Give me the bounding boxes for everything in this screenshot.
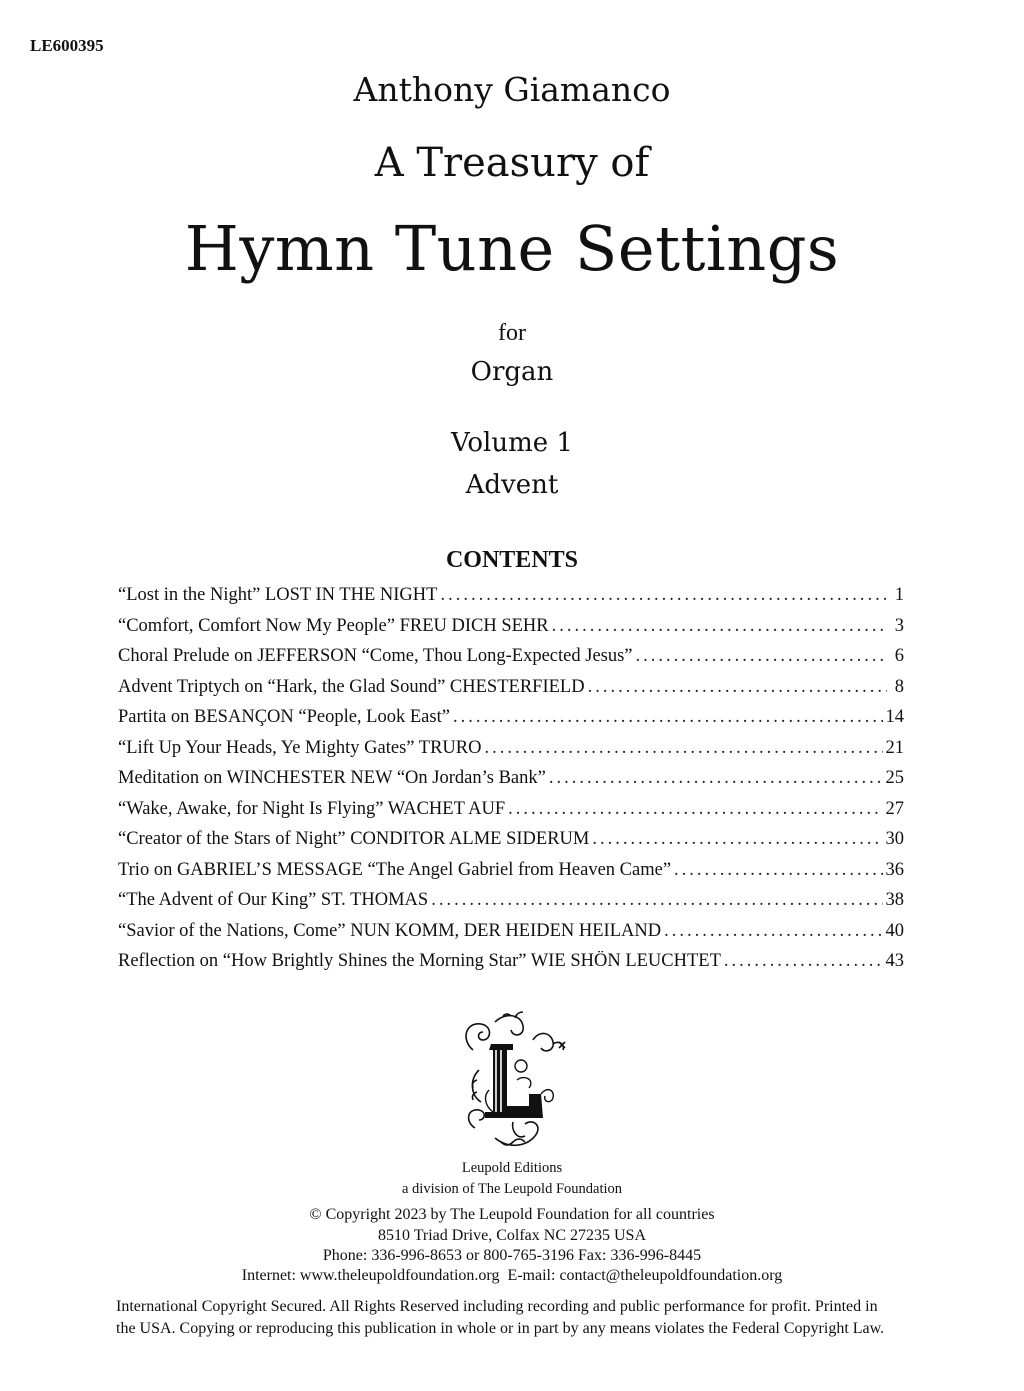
contents-heading: CONTENTS [445, 547, 579, 573]
contents-item-page: 1 [894, 585, 904, 605]
ornate-letter-l-logo-icon [455, 1010, 575, 1150]
dot-leader [724, 951, 883, 972]
publisher-division: a division of The Leupold Foundation [401, 1181, 623, 1197]
instrument: Organ [470, 357, 554, 387]
contents-item-title: “Wake, Awake, for Night Is Flying” WACHET AUF [118, 798, 506, 819]
contents-item-page: 8 [894, 676, 904, 697]
dot-leader [440, 585, 887, 606]
contents-item-title: Reflection on “How Brightly Shines the Morning Star” WIE SHÖN LEUCHTET [118, 951, 721, 971]
contents-item-page: 43 [885, 951, 904, 971]
copyright-notice: © Copyright 2023 by The Leupold Foundation for all countries [309, 1206, 715, 1223]
contents-item-title: Meditation on WINCHESTER NEW “On Jordan’s Bank” [118, 768, 546, 788]
dot-leader [636, 646, 887, 667]
contents-item-title: Choral Prelude on JEFFERSON “Come, Thou Long-Expected Jesus” [118, 646, 633, 666]
contents-item [118, 860, 904, 891]
publisher-address: 8510 Triad Drive, Colfax NC 27235 USA [377, 1227, 646, 1244]
contents-item-page: 30 [885, 829, 904, 849]
dot-leader [431, 890, 882, 911]
page-title: Hymn Tune Settings [184, 212, 840, 285]
contents-item-page: 25 [885, 768, 904, 788]
dot-leader [508, 799, 882, 820]
contents-item [118, 738, 904, 769]
contents-item-title: “Lost in the Night” LOST IN THE NIGHT [118, 585, 438, 605]
dot-leader [485, 738, 883, 759]
contents-item-title: “Lift Up Your Heads, Ye Mighty Gates” TRURO [118, 737, 482, 758]
contents-item-page: 14 [885, 707, 904, 727]
legal-notice-line-1: International Copyright Secured. All Rights Reserved including recording and public performance for profit. Printed in [116, 1298, 878, 1315]
contents-item [118, 799, 904, 830]
contents-item-title: “Savior of the Nations, Come” NUN KOMM, DER HEIDEN HEILAND [118, 920, 662, 941]
contents-item [118, 768, 904, 799]
contents-item-title: Trio on GABRIEL’S MESSAGE “The Angel Gabriel from Heaven Came” [118, 859, 672, 880]
contents-item-page: 21 [885, 737, 904, 758]
contents-item [118, 646, 904, 677]
contents-item-page: 36 [885, 859, 904, 880]
dot-leader [588, 677, 887, 698]
contents-item [118, 677, 904, 708]
volume-label: Volume 1 [451, 428, 573, 458]
contents-item-page: 6 [894, 646, 904, 666]
title-prefix: A Treasury of [374, 140, 650, 186]
contents-item [118, 585, 904, 616]
contents-item-page: 38 [885, 890, 904, 910]
contents-item [118, 890, 904, 921]
dot-leader [552, 616, 887, 637]
contents-item [118, 951, 904, 982]
contents-item [118, 829, 904, 860]
publisher-phone: Phone: 336-996-8653 or 800-765-3196 Fax: 336-996-8445 [322, 1247, 702, 1264]
catalog-number: LE600395 [30, 36, 104, 55]
contents-item [118, 616, 904, 647]
contents-item-page: 40 [885, 920, 904, 941]
dot-leader [453, 707, 883, 728]
contents-item-title: “Comfort, Comfort Now My People” FREU DICH SEHR [118, 615, 549, 636]
composer-name: Anthony Giamanco [353, 70, 671, 109]
publisher-internet: Internet: www.theleupoldfoundation.org E-mail: contact@theleupoldfoundation.org [241, 1267, 783, 1284]
contents-item-page: 3 [894, 615, 904, 636]
contents-list [118, 585, 904, 982]
dot-leader [674, 860, 882, 881]
contents-item-title: “The Advent of Our King” ST. THOMAS [118, 890, 429, 910]
contents-item-title: Partita on BESANÇON “People, Look East” [118, 707, 450, 727]
contents-item-title: “Creator of the Stars of Night” CONDITOR ALME SIDERUM [118, 829, 590, 849]
dot-leader [664, 921, 882, 942]
legal-notice-line-2: the USA. Copying or reproducing this publication in whole or in part by any means violates the Federal Copyright Law. [116, 1320, 885, 1337]
publisher-name: Leupold Editions [461, 1160, 563, 1176]
contents-item-title: Advent Triptych on “Hark, the Glad Sound” CHESTERFIELD [118, 676, 585, 697]
contents-item [118, 921, 904, 952]
contents-item [118, 707, 904, 738]
dot-leader [592, 829, 882, 850]
season-label: Advent [465, 470, 559, 500]
dot-leader [549, 768, 883, 789]
contents-item-page: 27 [885, 798, 904, 819]
for-text: for [498, 320, 526, 346]
